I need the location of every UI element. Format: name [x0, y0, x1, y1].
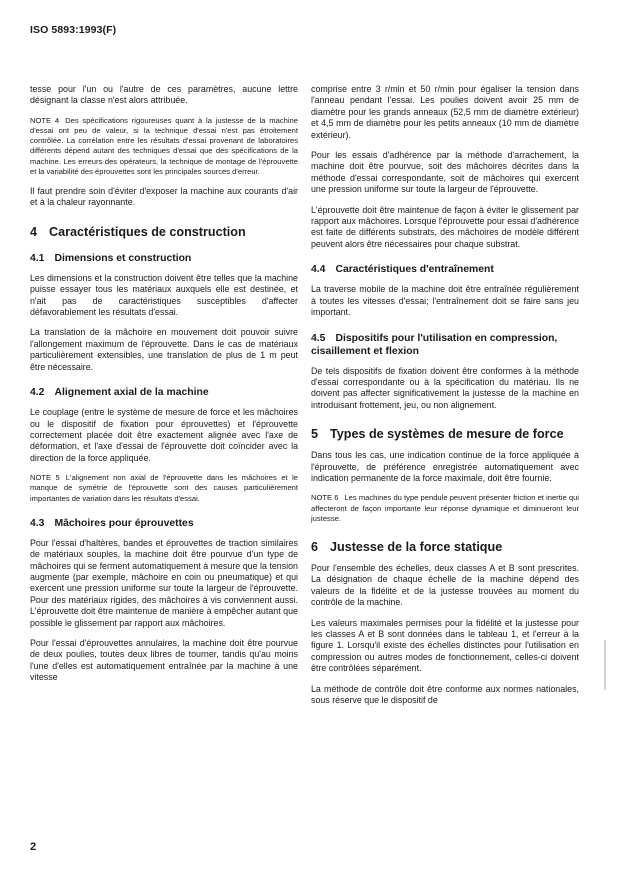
paragraph-4-4: La traverse mobile de la machine doit être entraînée régulièrement à toutes les vitesses d'essai; l'entraînement doit se faire sans jeu important.: [311, 284, 579, 318]
section-4-4-number: 4.4: [311, 264, 326, 276]
paragraph-4-5: De tels dispositifs de fixation doivent être conformes à la méthode d'essai correspondante ou à la spécification du matériau. Ils ne doivent pas affecter significativement la justesse de la machine en introduisant frottement, jeu, ou non alignement.: [311, 365, 579, 410]
paragraph-4-3a: Pour l'essai d'haltères, bandes et éprouvettes de traction similaires de matériaux souples, la machine doit être pourvue d'un type de mâchoires qui se ferment automatiquement à mesure que la tension augmente (par exemple, mâchoire en coin ou pneumatique) et qui exercent une pression uniforme sur toute la largeur de l'éprouvette. Pour des matériaux rigides, des mâchoires à vis conviennent aussi. L'éprouvette doit être maintenue de manière à empêcher autant que possible le glissement par rapport aux mâchoires.: [30, 537, 298, 628]
section-5-title: Types de systèmes de mesure de force: [330, 427, 564, 442]
section-4-4-title: Caractéristiques d'entraînement: [335, 264, 494, 276]
section-4-heading: [30, 225, 298, 239]
page-number: 2: [30, 841, 37, 853]
section-4-1-number: 4.1: [30, 252, 45, 264]
paragraph-4-3b: Pour l'essai d'éprouvettes annulaires, la machine doit être pourvue de deux poulies, toutes deux libres de tourner, tandis qu'au moins l'une d'elles est automatiquement entraînée par la machine à une vitesse: [30, 637, 298, 683]
standard-header: ISO 5893:1993(F): [30, 24, 117, 36]
section-4-2-heading: [30, 386, 298, 399]
note-6: [311, 493, 579, 524]
section-4-2-number: 4.2: [30, 387, 45, 399]
section-6-heading: [311, 540, 579, 554]
note-5-label: NOTE 5: [30, 473, 60, 483]
section-6-number: 6: [311, 539, 319, 554]
section-4-3-title: Mâchoires pour éprouvettes: [54, 517, 194, 529]
paragraph-continued: comprise entre 3 r/min et 50 r/min pour égaliser la tension dans l'anneau pendant l'essai. Les poulies doivent avoir 25 mm de diamètre pour les grands anneaux (52,5 mm de diamètre extérieur) et 4,5 mm de diamètre pour les petits anneaux (10 mm de diamètre extérieur).: [311, 84, 579, 140]
section-4-3-number: 4.3: [30, 517, 45, 529]
paragraph-air: Il faut prendre soin d'éviter d'exposer la machine aux courants d'air et à la chaleur rayonnante.: [30, 186, 298, 208]
left-column: [30, 84, 298, 693]
section-6-title: Justesse de la force statique: [330, 539, 503, 554]
paragraph-4-2: Le couplage (entre le système de mesure de force et les mâchoires ou le dispositif de fixation pour éprouvettes) et l'éprouvette correctement placée doit être exactement alignée avec l'axe de déformation, et l'axe d'essai de l'éprouvette doit coïncider avec la direction de la force appliquée.: [30, 407, 298, 463]
note-6-label: NOTE 6: [311, 493, 339, 503]
paragraph-4-1b: La translation de la mâchoire en mouvement doit pouvoir suivre l'allongement maximum de l'éprouvette. Dans le cas de matériaux particulièrement extensibles, une translation de plus de 1 m peut être nécessaire.: [30, 327, 298, 372]
paragraph-slip: L'éprouvette doit être maintenue de façon à éviter le glissement par rapport aux mâchoires. Lorsque l'éprouvette pour essai d'adhérence est faite de différents substrats, des mâchoires de modèle différent peuvent alors être nécessaires pour chaque substrat.: [311, 204, 579, 249]
section-4-3-heading: [30, 517, 298, 530]
section-4-4-heading: [311, 263, 579, 276]
note-5: [30, 473, 298, 504]
section-4-5-number: 4.5: [311, 332, 326, 344]
note-4: [30, 116, 298, 177]
right-column: [311, 84, 579, 715]
section-4-1-title: Dimensions et construction: [54, 252, 192, 264]
note-6-text: Les machines du type pendule peuvent présenter friction et inertie qui affecteront de façon importante leur réponse dynamique et diminueront leur justesse.: [311, 493, 579, 523]
section-4-number: 4: [30, 224, 38, 239]
section-4-2-title: Alignement axial de la machine: [54, 387, 209, 399]
paragraph-6a: Pour l'ensemble des échelles, deux classes A et B sont prescrites. La désignation de chaque échelle de la machine dépend des valeurs de la fidélité et de la justesse trouvées au moment du contrôle de la machine.: [311, 562, 579, 608]
paragraph-6b: Les valeurs maximales permises pour la fidélité et la justesse pour les classes A et B sont données dans le tableau 1, et l'erreur à la figure 1. Lorsqu'il existe des échelles distinctes pour l'utilisation en compression ou autres modes de fonctionnement, celles-ci doivent être contrôlées séparément.: [311, 617, 579, 674]
section-4-1-heading: [30, 252, 298, 265]
section-4-title: Caractéristiques de construction: [49, 224, 246, 239]
section-4-5-title: Dispositifs pour l'utilisation en compression, cisaillement et flexion: [311, 332, 558, 357]
note-5-text: L'alignement non axial de l'éprouvette dans les mâchoires et le manque de symétrie de l'éprouvette sont des causes particulièrement importantes de variation dans les résultats d'essai.: [30, 473, 299, 503]
note-4-label: NOTE 4: [30, 115, 60, 125]
paragraph-4-1a: Les dimensions et la construction doivent être telles que la machine puisse essayer tous les matériaux auxquels elle est destinée, et n'ait pas de caractéristiques susceptibles d'affecter défavorablement les résultats d'essai.: [30, 272, 298, 318]
paragraph-intro: tesse pour l'un ou l'autre de ces paramètres, aucune lettre désignant la classe n'est alors attribuée.: [30, 84, 298, 106]
section-4-5-heading: [311, 332, 579, 358]
paragraph-adhesion: Pour les essais d'adhérence par la méthode d'arrachement, la machine doit être pourvue, soit des mâchoires décrites dans la méthode d'essai correspondante, soit de mâchoires qui exercent une pression uniforme sur toute la largeur de l'éprouvette.: [311, 150, 579, 195]
margin-mark: [604, 640, 606, 690]
section-5-heading: [311, 427, 579, 441]
note-4-text: Des spécifications rigoureuses quant à la justesse de la machine d'essai ont peu de valeur, si la technique d'essai n'est pas étroitement contrôlée. La corrélation entre les résultats d'essai provenant de laboratoires différents dépend autant des techniques d'essai que des spécifications de la machine. Les erreurs des opérateurs, la technique de montage de l'éprouvette et la variabilité des éprouvettes sont les principales sources d'erreur.: [30, 115, 298, 176]
paragraph-6c: La méthode de contrôle doit être conforme aux normes nationales, sous réserve que le dispositif de: [311, 683, 579, 706]
paragraph-5: Dans tous les cas, une indication continue de la force appliquée à l'éprouvette, de préférence enregistrée automatiquement avec indication permanente de la force maximale, doit être fournie.: [311, 450, 579, 483]
section-5-number: 5: [311, 427, 319, 442]
